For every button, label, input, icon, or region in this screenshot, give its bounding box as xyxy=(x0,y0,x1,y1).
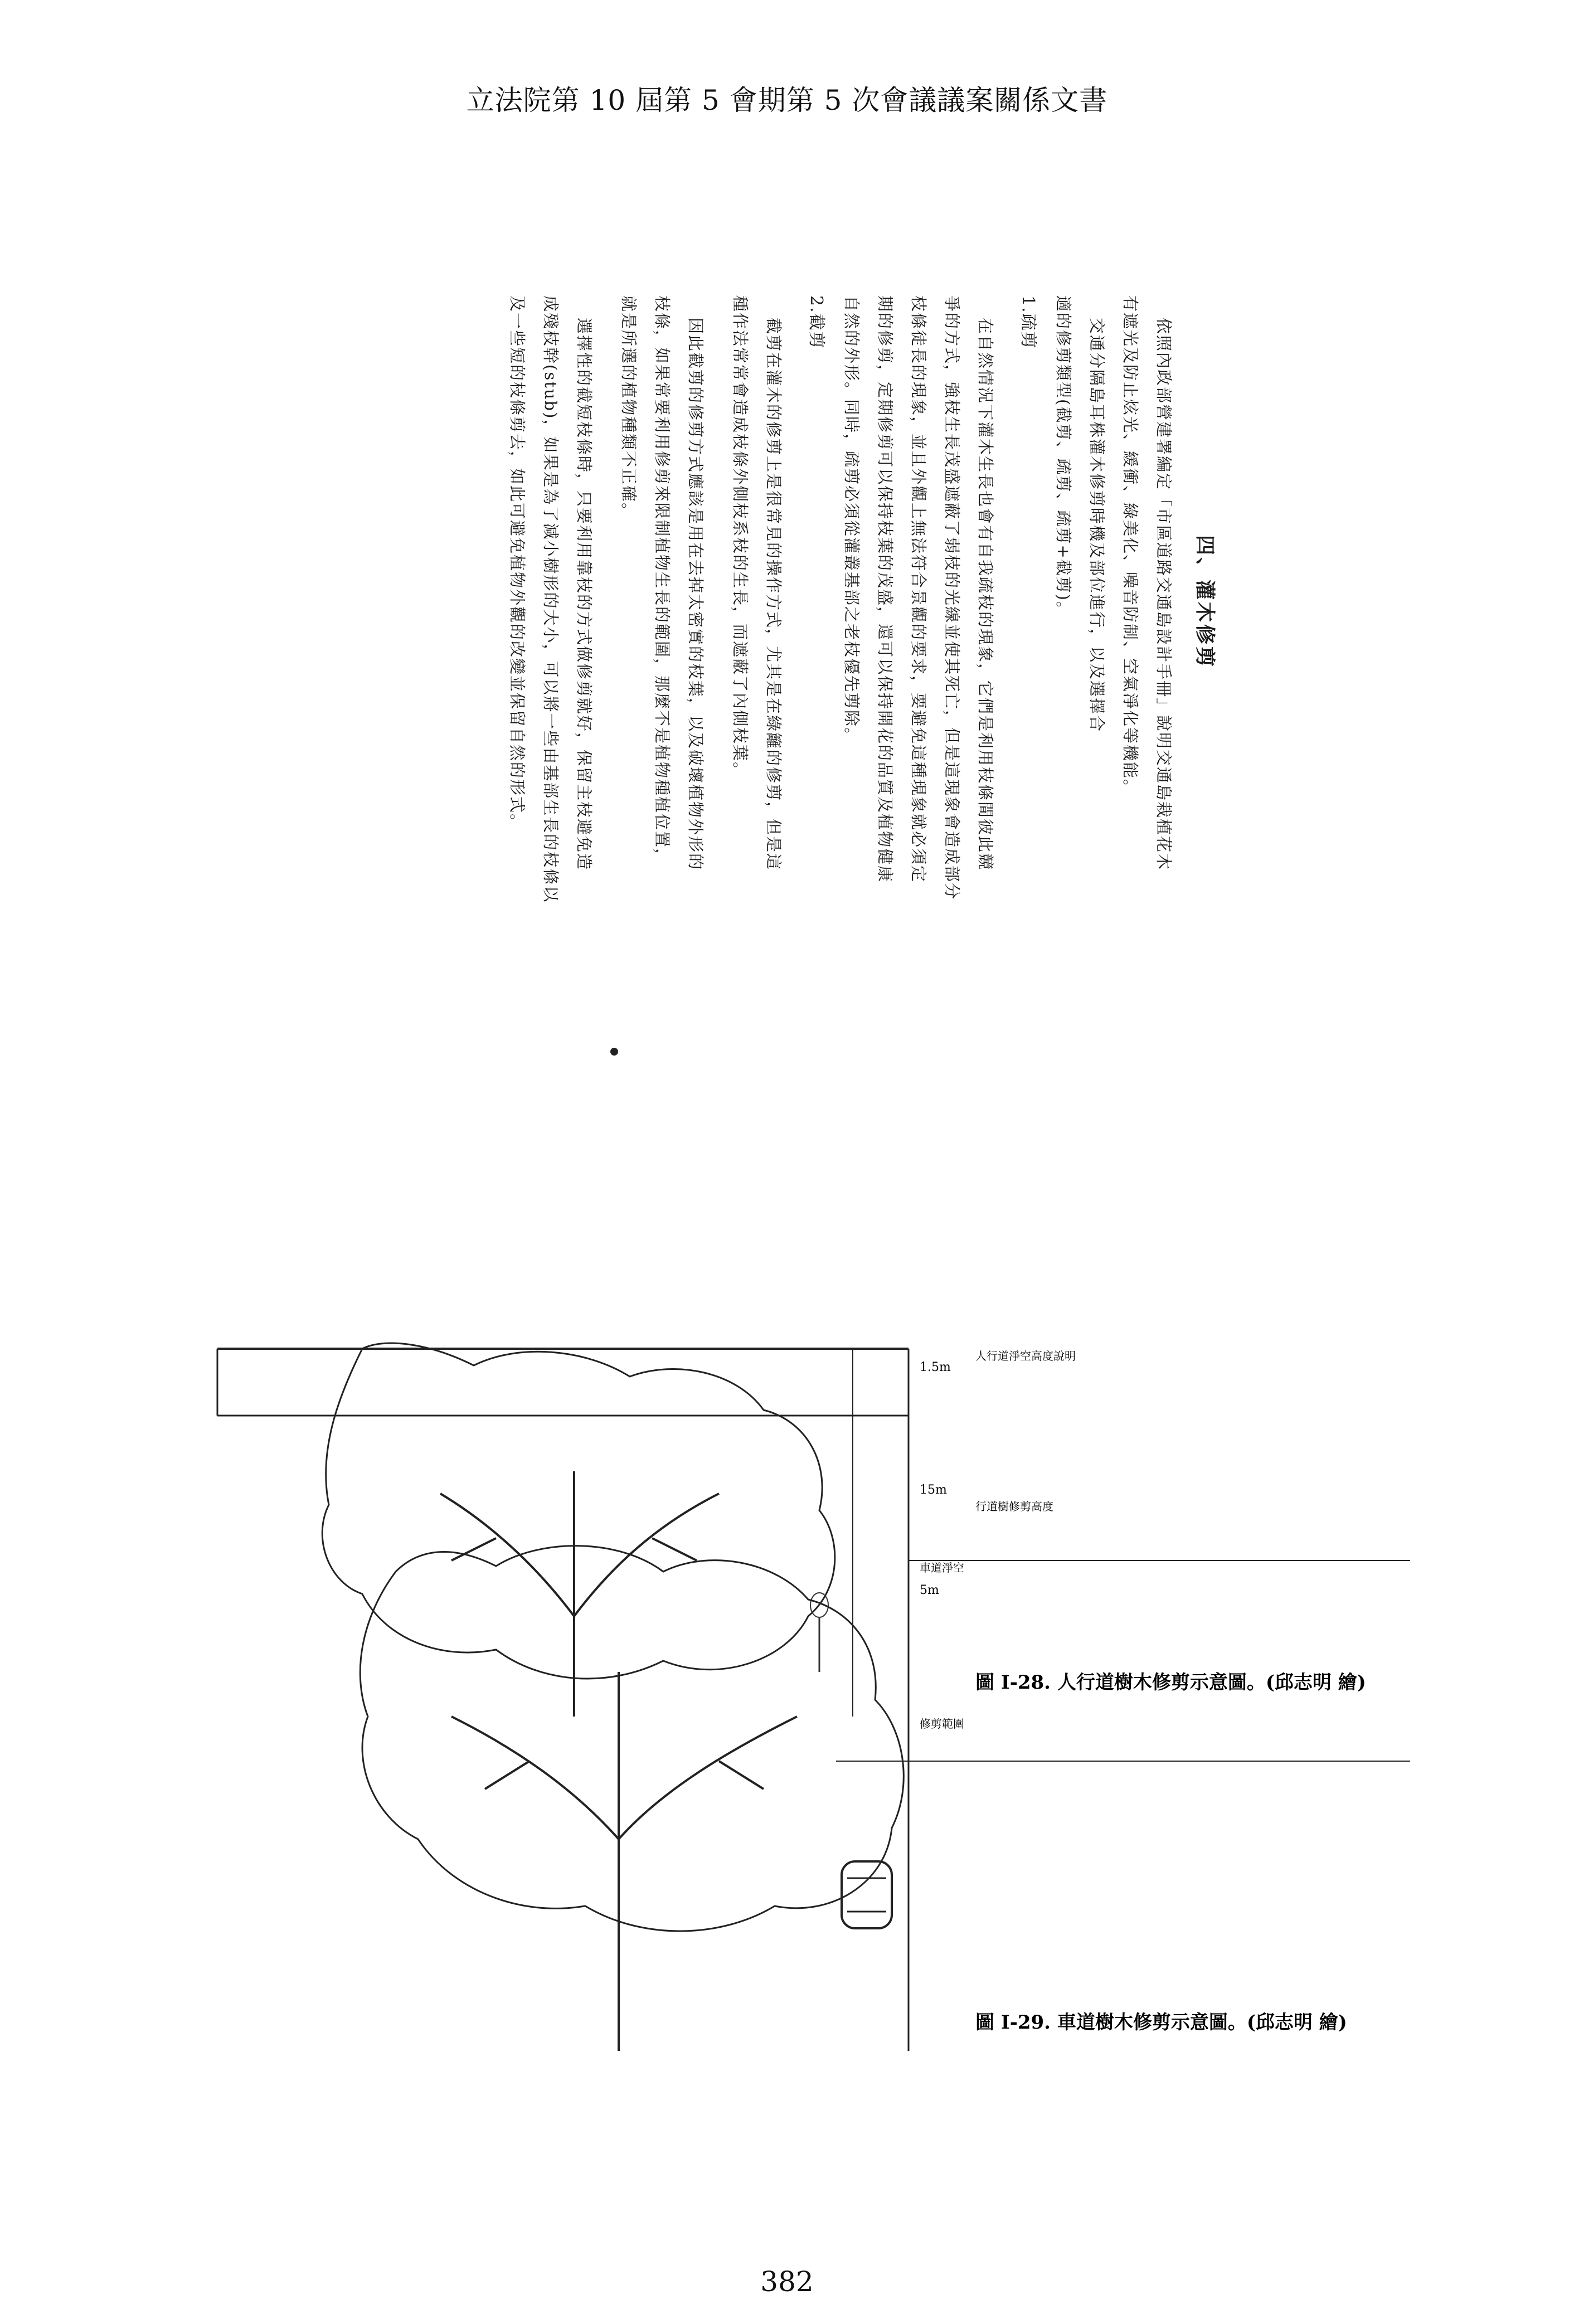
paragraph-line: 因此截剪的修剪方式應該是用在去掉太密實的枝葉，以及破壞植物外形的 xyxy=(686,318,705,871)
document-header: 立法院第 10 屆第 5 會期第 5 次會議議案關係文書 xyxy=(466,84,1108,116)
paragraph-line: 種作法常常會造成枝條外側枝系枝的生長，而遮蔽了內側枝葉。 xyxy=(731,295,750,780)
dimension-label: 15m xyxy=(920,1483,947,1497)
paragraph-line: 期的修剪，定期修剪可以保持枝葉的茂盛，還可以保持開花的品質及植物健康 xyxy=(876,295,895,883)
paragraph-line: 交通分隔島耳株灌木修剪時機及部位進行，以及選擇合 xyxy=(1087,318,1106,733)
tree-branches xyxy=(451,1672,797,2051)
bullet-mark xyxy=(610,1048,618,1056)
figure-road-tree-diagram xyxy=(184,1527,1483,2051)
paragraph-line: 依照內政部營建署編定「市區道路交通島設計手冊」說明交通島栽植花木 xyxy=(1154,318,1173,871)
paragraph-line: 及一些短的枝條剪去，如此可避免植物外觀的改變並保留自然的形式。 xyxy=(508,295,527,832)
paragraph-line: 選擇性的截短枝條時，只要利用靠枝的方式做修剪就好，保留主枝避免造 xyxy=(575,318,594,871)
paragraph-line: 適的修剪類型(截剪、疏剪、疏剪+截剪)。 xyxy=(1054,295,1073,619)
paragraph-line: 就是所選的植物種類不正確。 xyxy=(619,295,638,521)
dimension-label: 1.5m xyxy=(920,1360,951,1374)
paragraph-line: 自然的外形。同時，疏剪必須從灌叢基部之老枝優先剪除。 xyxy=(842,295,861,745)
dimension-label: 5m xyxy=(920,1583,939,1597)
section-title: 四、灌木修剪 xyxy=(1193,535,1217,669)
paragraph-line: 爭的方式，強枝生長茂盛遮蔽了弱枝的光線並使其死亡，但是這現象會造成部分 xyxy=(943,295,961,901)
figure-side-label: 人行道淨空高度說明 xyxy=(975,1349,1076,1363)
paragraph-line: 枝條徒長的現象，並且外觀上無法符合景觀的要求，要避免這種現象就必須定 xyxy=(909,295,928,883)
paragraph-line: 有遮光及防止炫光、緩衝、綠美化、噪音防制、空氣淨化等機能。 xyxy=(1121,295,1140,797)
paragraph-line: 枝條，如果常要利用修剪來限制植物生長的範圍，那麼不是植物種植位置， xyxy=(653,295,672,866)
figure-side-label: 車道淨空 xyxy=(920,1561,964,1574)
figure-caption: 圖 I-28. 人行道樹木修剪示意圖。(邱志明 繪) xyxy=(975,1671,1366,1694)
paragraph-line: 在自然情況下灌木生長也會有自我疏枝的現象，它們是利用枝條間彼此競 xyxy=(976,318,995,871)
section-text-block xyxy=(245,295,1221,1159)
figure-side-label: 修剪範圍 xyxy=(920,1717,964,1730)
figure-side-label: 行道樹修剪高度 xyxy=(975,1500,1053,1513)
paragraph-line: 成殘枝幹(stub)，如果是為了減小樹形的大小，可以將一些由基部生長的枝條以 xyxy=(541,295,560,903)
tree-canopy xyxy=(360,1546,903,1931)
subheading: 1.疏剪 xyxy=(1018,295,1038,349)
figure-caption: 圖 I-29. 車道樹木修剪示意圖。(邱志明 繪) xyxy=(975,2011,1347,2034)
page-number: 382 xyxy=(760,2265,814,2298)
paragraph-line: 截剪在灌木的修剪上是很常見的操作方式，尤其是在綠籬的修剪，但是這 xyxy=(764,318,783,871)
subheading: 2.截剪 xyxy=(807,295,826,349)
